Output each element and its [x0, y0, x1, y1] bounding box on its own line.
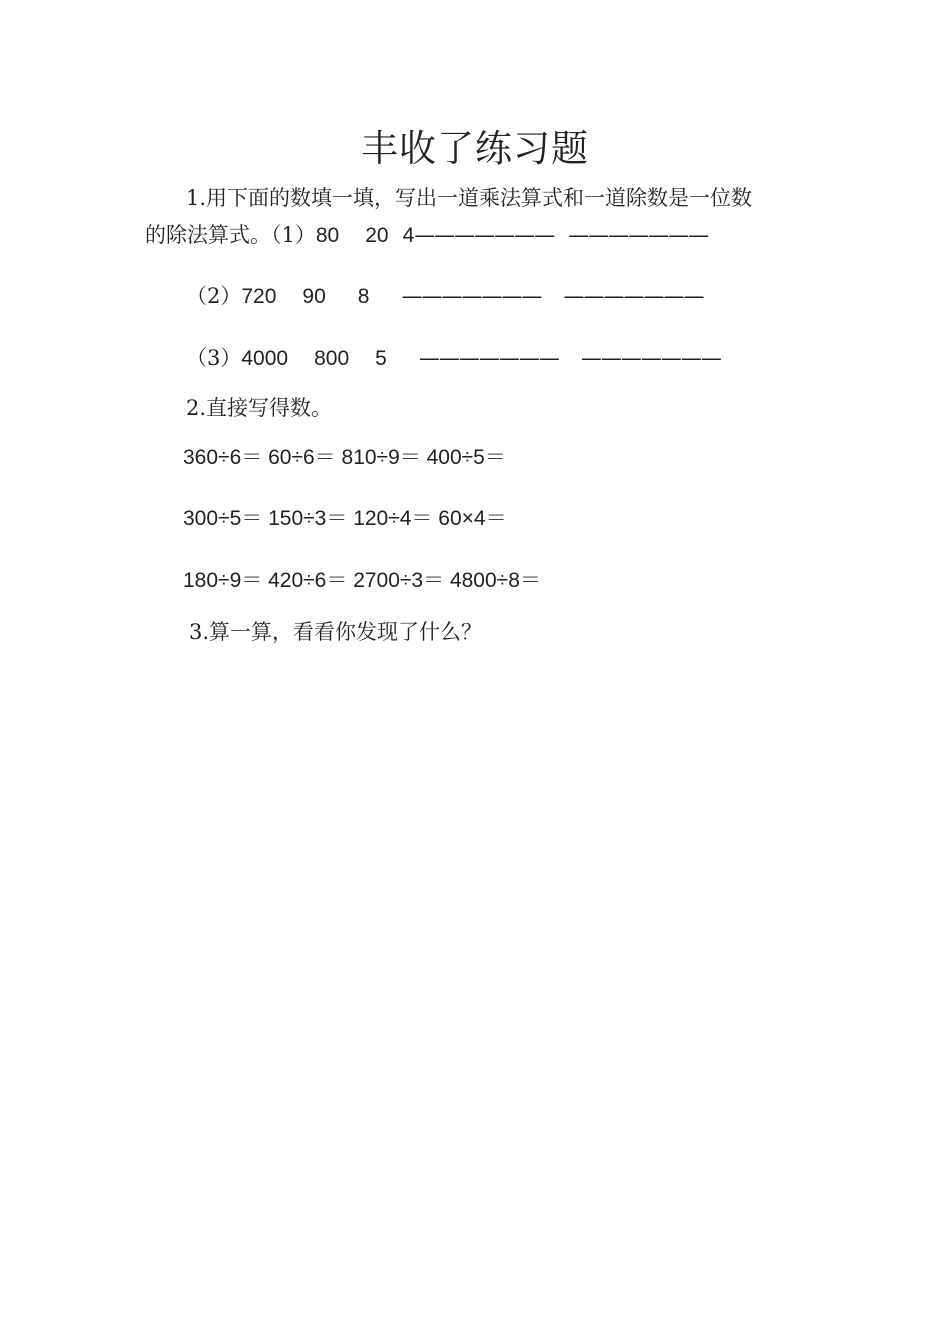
q2-problem: 420÷6＝ [268, 569, 348, 592]
q2-problem: 120÷4＝ [353, 507, 433, 530]
q1-item1-blank-1: ——————— [414, 223, 555, 247]
q2-problem: 60÷6＝ [268, 446, 336, 469]
q2-problem: 150÷3＝ [268, 507, 348, 530]
q1-item3 [186, 343, 721, 374]
q2-row-1 [183, 443, 506, 473]
q1-item2-number-2: 90 [302, 285, 326, 308]
q1-item2 [186, 281, 703, 312]
q1-text-line1: 1.用下面的数填一填，写出一道乘法算式和一道除数是一位数 [186, 186, 753, 210]
page-title: 丰收了练习题 [361, 127, 589, 170]
q1-item3-number-3: 5 [375, 347, 387, 370]
q2-problem: 400÷5＝ [426, 446, 506, 469]
q1-item1-number-1: 80 [315, 224, 340, 247]
q1-item3-label: （3） [186, 346, 242, 370]
q2-heading: 2.直接写得数。 [186, 396, 333, 420]
q3-heading: 3.算一算，看看你发现了什么？ [189, 620, 483, 644]
q1-item2-number-3: 8 [357, 285, 370, 308]
q2-problem: 4800÷8＝ [449, 569, 541, 592]
q2-problem: 360÷6＝ [183, 446, 263, 469]
q1-item1-number-2: 20 [365, 224, 389, 247]
q1-item3-blank-2: ——————— [580, 346, 721, 370]
q1-item3-number-1: 4000 [241, 347, 289, 370]
q2-problem: 810÷9＝ [341, 446, 421, 469]
q2-row-2 [183, 504, 507, 534]
q2-problem: 300÷5＝ [183, 507, 263, 530]
q1-item2-blank-2: ——————— [563, 284, 704, 308]
q2-problem: 60×4＝ [438, 507, 507, 530]
q1-item2-number-1: 720 [241, 285, 277, 308]
q1-item2-label: （2） [186, 284, 242, 308]
q2-row-3 [183, 566, 541, 596]
q1-item1-number-3: 4 [402, 224, 415, 247]
q2-problem: 2700÷3＝ [353, 569, 445, 592]
q1-item1-label: （1） [271, 223, 316, 247]
q1-item1-blank-2: ——————— [568, 223, 709, 247]
q1-item3-blank-1: ——————— [418, 346, 559, 370]
q1-item2-blank-1: ——————— [401, 284, 542, 308]
q1-line2 [145, 220, 708, 251]
q1-item3-number-2: 800 [314, 347, 350, 370]
q2-problem: 180÷9＝ [183, 569, 263, 592]
q1-text-line2: 的除法算式。 [145, 223, 271, 247]
